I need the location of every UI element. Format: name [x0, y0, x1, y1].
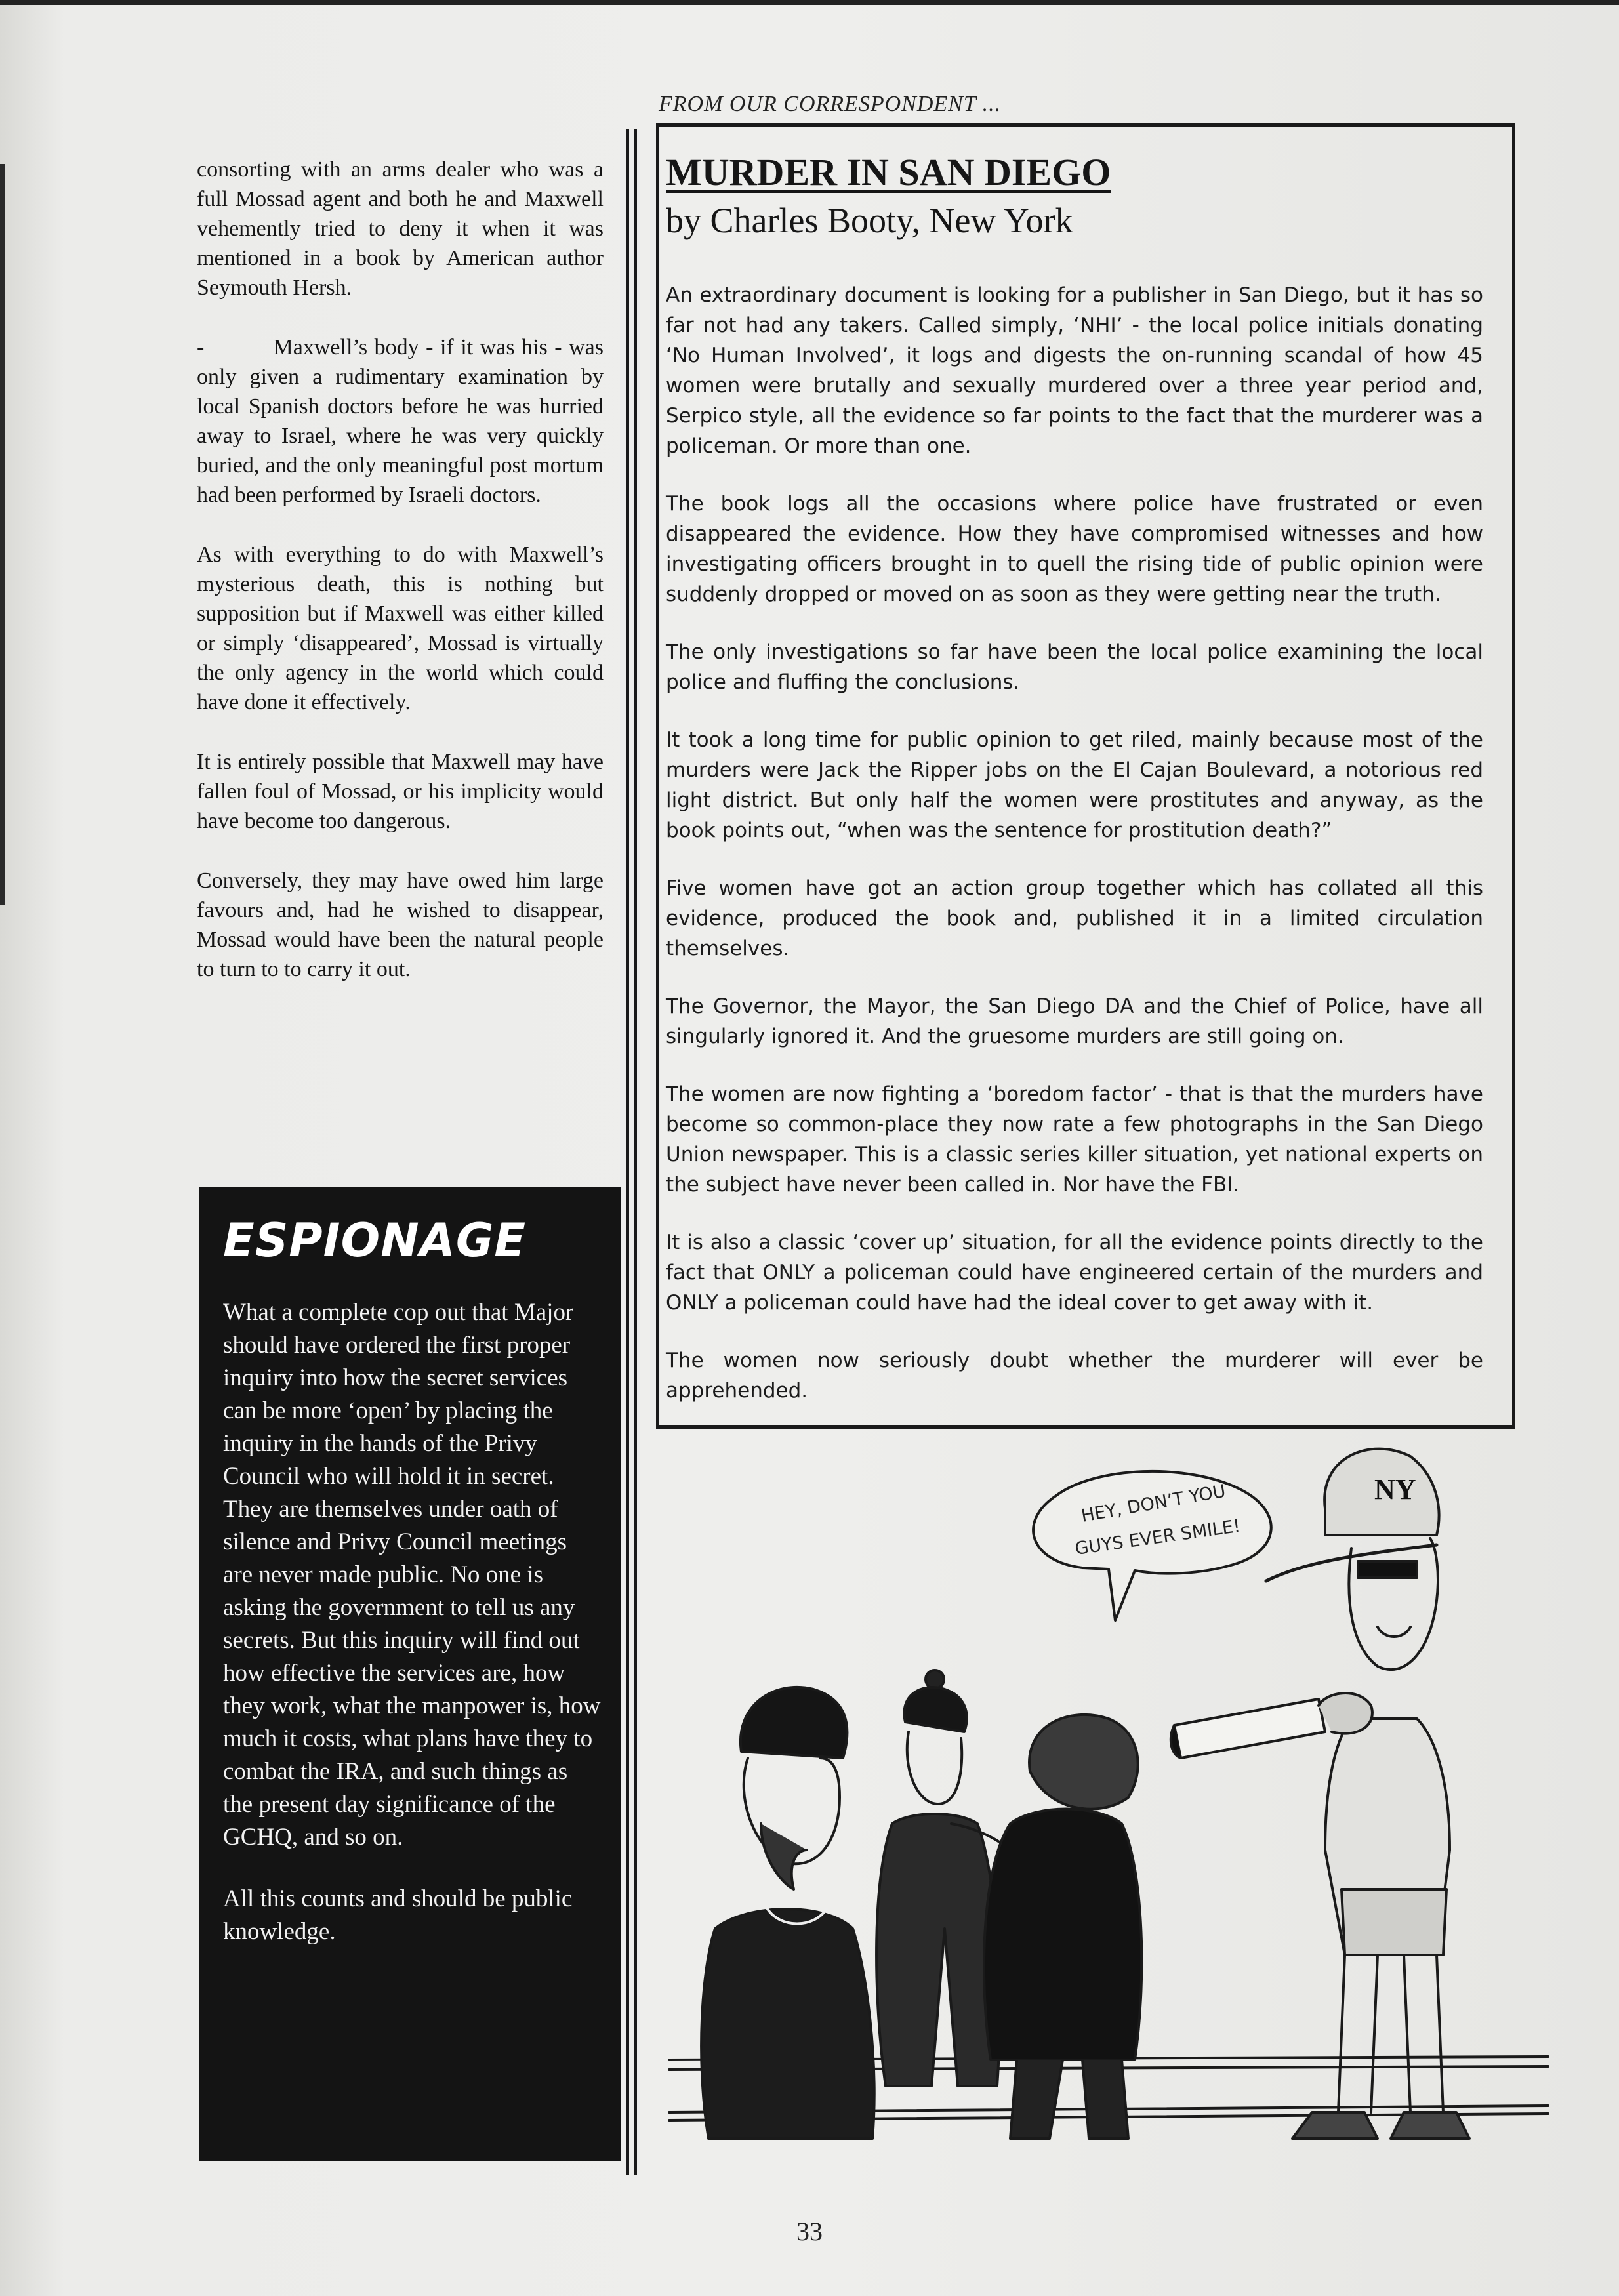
- column-divider-right: [634, 129, 637, 2175]
- article-paragraph-7: The women are now fighting a ‘boredom factor’ - that is that the murders have become so common-place they now rate a few photographs in the San Diego Union newspaper. This is a classic series killer situation, yet national experts on the subject have never been called in. Nor have the FBI.: [666, 1082, 1483, 1197]
- speech-line-2: GUYS EVER SMILE!: [1073, 1515, 1242, 1559]
- article-paragraph-8: It is also a classic ‘cover up’ situation, for all the evidence points directly to the fact that ONLY a policeman could have engineered certain of the murders and ONLY a policeman could have had the ideal cover to get away with it.: [666, 1231, 1483, 1315]
- espionage-paragraph-2: All this counts and should be public knowledge.: [223, 1885, 573, 1945]
- figure3-hair: [1029, 1715, 1138, 1809]
- article-paragraph-6: The Governor, the Mayor, the San Diego DA and the Chief of Police, have all singularly ignored it. And the gruesome murders are still going on.: [666, 994, 1483, 1048]
- left-paragraph-4: It is entirely possible that Maxwell may have fallen foul of Mossad, or his implicity would have become too dangerous.: [197, 750, 604, 833]
- figure4-shorts: [1342, 1889, 1446, 1955]
- article-paragraph-1: An extraordinary document is looking for a publisher in San Diego, but it has so far not had any takers. Called simply, ‘NHI’ - the local police initials donating ‘No Human Involved’, it logs and digests the on-running scandal of how 45 women were brutally and sexually murdered over a three year period and, Serpico style, all the evidence so far points to the fact that the murderer was a policeman. Or more than one.: [666, 283, 1483, 458]
- cartoon-drawing: [663, 1430, 1568, 2178]
- speech-line-1: HEY, DON’T YOU: [1079, 1481, 1227, 1527]
- article-paragraph-5: Five women have got an action group together which has collated all this evidence, produced the book and, published it in a limited circulation themselves.: [666, 876, 1483, 960]
- left-paragraph-3: As with everything to do with Maxwell’s mysterious death, this is nothing but supposition but if Maxwell was either killed or simply ‘disappeared’, Mossad is virtually the only agency in the world which could have done it effectively.: [197, 543, 604, 714]
- article-paragraph-2: The book logs all the occasions where police have frustrated or even disappeared the evidence. How they have compromised witnesses and how investigating officers brought in to quell the rising tide of public opinion were suddenly dropped or moved on as soon as they were getting near the truth.: [666, 492, 1483, 606]
- figure1-jacket: [701, 1909, 874, 2139]
- section-kicker: FROM OUR CORRESPONDENT ...: [659, 92, 1002, 116]
- page-number: 33: [796, 2217, 823, 2246]
- cartoon-illustration: [663, 1430, 1568, 2178]
- cap-logo-text: NY: [1374, 1473, 1416, 1506]
- cap-logo: [1374, 1473, 1416, 1506]
- espionage-box: [199, 1187, 621, 2161]
- telescope: [1174, 1699, 1325, 1758]
- figure3-jacket: [984, 1809, 1141, 2060]
- article-title: MURDER IN SAN DIEGO: [666, 151, 1111, 194]
- figure1-beanie: [741, 1687, 847, 1758]
- left-paragraph-5: Conversely, they may have owed him large favours and, had he wished to disappear, Mossad would have been the natural people to turn to to carry it out.: [197, 869, 604, 981]
- article-paragraph-9: The women now seriously doubt whether the murderer will ever be apprehended.: [666, 1349, 1483, 1403]
- figure4-sunglasses: [1358, 1561, 1417, 1578]
- left-paragraph-1: consorting with an arms dealer who was a full Mossad agent and both he and Maxwell vehemently tried to deny it when it was mentioned in a book by American author Seymouth Hersh.: [197, 157, 604, 300]
- spine-shadow: [0, 164, 5, 905]
- article-paragraph-3: The only investigations so far have been the local police examining the local police and fluffing the conclusions.: [666, 640, 1483, 694]
- article-byline: by Charles Booty, New York: [666, 201, 1073, 240]
- espionage-paragraph-1: What a complete cop out that Major should have ordered the first proper inquiry into how the secret services can be more ‘open’ by placing the inquiry in the hands of the Privy Council who will hold it in secret. They are themselves under oath of silence and Privy Council meetings are never made public. No one is asking the government to tell us any secrets. But this inquiry will find out how effective the services are, how they work, what the manpower is, how much it costs, what plans have they to combat the IRA, and such things as the present day significance of the GCHQ, and so on.: [223, 1299, 601, 1851]
- left-column: [197, 155, 609, 1014]
- article-box: [656, 123, 1515, 1429]
- espionage-title: ESPIONAGE: [223, 1214, 527, 1267]
- left-paragraph-2: - Maxwell’s body - if it was his - was only given a rudimentary examination by local Spanish doctors before he was hurried away to Israel, where he was very quickly buried, and the only meaningful post mortum had been performed by Israeli doctors.: [197, 335, 609, 507]
- article-paragraph-4: It took a long time for public opinion to get riled, mainly because most of the murders were Jack the Ripper jobs on the El Cajan Boulevard, a notorious red light district. But only half the women were prostitutes and anyway, as the book points out, “when was the sentence for prostitution death?”: [666, 728, 1483, 842]
- top-edge-rule: [0, 0, 1619, 5]
- column-divider-left: [626, 129, 629, 2175]
